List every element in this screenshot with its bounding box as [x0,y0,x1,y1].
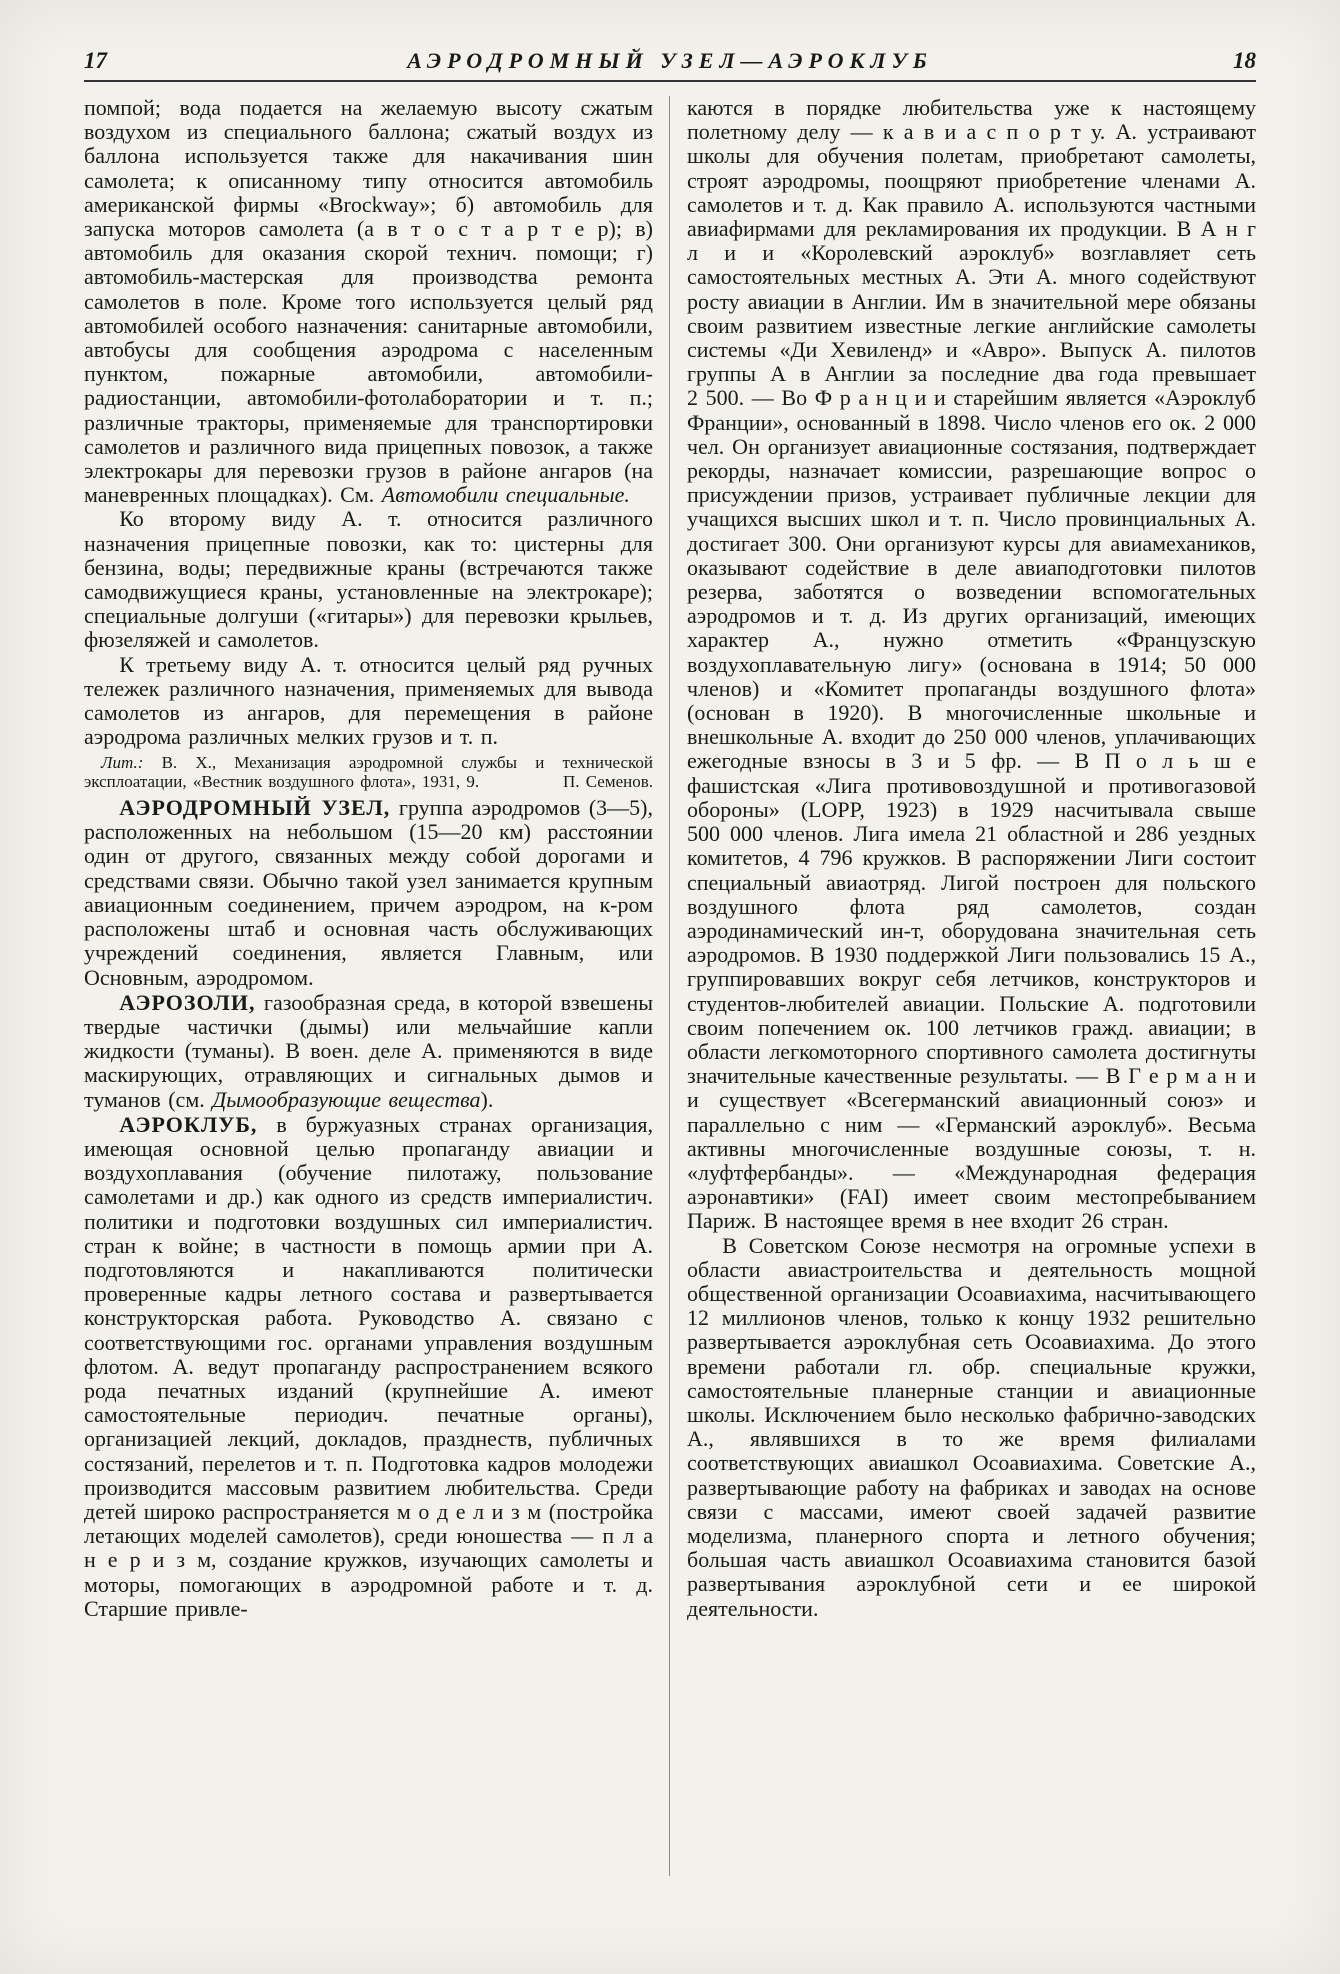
author-signature: П. Семенов. [562,772,653,792]
article-text: газообразная среда, в которой взвешены твердые частички (дымы) или мельчайшие капли жидкости (туманы). В воен. деле А. применяются в виде маскирующих, отравляющих и сигнальных дымов и туманов (см. [84,989,653,1112]
paragraph-soviet-union: В Советском Союзе несмотря на огромные успехи в области авиастроительства и деятельность мощной общественной организации Осоавиахима, насчитывающего 12 миллионов членов, только к концу 1932 решительно развертывается аэроклубная сеть Осоавиахима. До этого времени работали гл. обр. специальные кружки, самостоятельные планерные станции и авиационные школы. Исключением было несколько фабрично-заводских А., являвшихся в то же время филиалами соответствующих авиашкол Осоавиахима. Советские А., развертывающие работу на фабриках и заводах на основе связи с массами, имеют своей задачей развитие моделизма, планерного спорта и летного обучения; большая часть авиашкол Осоавиахима становится базой развертывания аэроклубной сети и ее широкой деятельности. [687,1232,1256,1621]
running-title: АЭРОДРОМНЫЙ УЗЕЛ—АЭРОКЛУБ [407,48,933,73]
article-text-tail: ). [480,1086,494,1112]
paragraph-text: помпой; вода подается на желаемую высоту сжатым воздухом из специального баллона; сжатый воздух из баллона используется также для накачивания шин самолета; к описанному типу относится автомобиль американской фирмы «Brockway»; б) автомобиль для запуска моторов самолета (а в т о с т а р т е р); в) автомобиль для оказания скорой технич. помощи; г) автомобиль-мастерская для производства ремонта самолетов в поле. Кроме того используется целый ряд автомобилей особого назначения: санитарные автомобили, автобусы для сообщения аэродрома с населенным пунктом, пожарные автомобили, автомобили-радиостанции, автомобили-фотолаборатории и т. п.; различные тракторы, применяемые для транспортировки самолетов и различного вида прицепных повозок, а также электрокары для перевозки грузов в районе ангаров (на маневренных площадках). См. [84,95,653,508]
headword: АЭРОДРОМНЫЙ УЗЕЛ, [119,795,391,821]
lit-text: В. Х., Механизация аэродромной службы и технической эксплоатации, «Вестник воздушного флота», 1931, 9. [84,754,653,792]
article-text: группа аэродромов (3—5), расположенных на небольшом (15—20 км) расстоянии один от другого, связанных между собой дорогами и средствами связи. Обычно такой узел занимается крупным авиационным соединением, причем аэродром, на к-ром расположены штаб и основная часть обслуживающих учреждений соединения, является Главным, или Основным, аэродромом. [84,795,654,990]
article-aerodromny-uzel [84,796,653,990]
headword: АЭРОЗОЛИ, [119,989,256,1015]
headword: АЭРОКЛУБ, [119,1111,258,1137]
page-number-left: 17 [84,48,107,73]
paragraph-continuation: каются в порядке любительства уже к настоящему полетному делу — к а в и а с п о р т у. А. устраивают школы для обучения полетам, приобретают самолеты, строят аэродромы, поощряют приобретение членами А. самолетов и т. д. Как правило А. используются частными авиафирмами для рекламирования их продукции. В А н г л и и «Королевский аэроклуб» возглавляет сеть самостоятельных местных А. Эти А. много содействуют росту авиации в Англии. Им в значительной мере обязаны своим развитием известные легкие английские самолеты системы «Ди Хевиленд» и «Авро». Выпуск А. пилотов группы А в Англии за последние два года превышает 2 500. — Во Ф р а н ц и и старейшим является «Аэроклуб Франции», основанный в 1898. Число членов его ок. 2 000 чел. Он организует авиационные состязания, подтверждает рекорды, назначает комиссии, разрешающие вопрос о присуждении призов, устраивает публичные лекции для учащихся высших школ и т. п. Число провинциальных А. достигает 300. Они организуют курсы для авиамехаников, оказывают содействие в деле авиаподготовки пилотов резерва, заботятся о возведении вспомогательных аэродромов и т. д. Из других организаций, имеющих характер А., нужно отметить «Французскую воздухоплавательную лигу» (основана в 1914; 50 000 членов) и «Комитет пропаганды воздушного флота» (основан в 1920). В многочисленные школьные и внешкольные А. входит до 250 000 членов, уплачивающих ежегодные взносы в 3 и 5 фр. — В П о л ь ш е фашистская «Лига противовоздушной и противогазовой обороны» (LOPP, 1923) в 1929 насчитывала свыше 500 000 членов. Лига имела 21 областной и 286 уездных комитетов, 4 796 кружков. В распоряжении Лиги состоит специальный авиаотряд. Лигой построен для польского воздушного флота ряд самолетов, создан аэродинамический ин-т, оборудована значительная сеть аэродромов. В 1930 поддержкой Лиги пользовались 15 А., группировавших вокруг себя летчиков, конструкторов и студентов-любителей авиации. Польские А. подготовили своим попечением ок. 100 летчиков гражд. авиации; в области легкомоторного спортивного самолета достигнуты значительные качественные результаты. — В Г е р м а н и и существует «Всегерманский авиационный союз» и параллельно с ним — «Германский аэроклуб». Весьма активны многочисленные воздушные союзы, т. н. «луфтфербанды». — «Международная федерация аэронавтики» (FAI) имеет своим местопребыванием Париж. В настоящее время в нее входит 26 стран. [687,95,1256,1234]
paragraph-continuation [84,96,653,507]
literature-note [84,754,653,792]
column-right [670,96,1256,1876]
cross-reference: Автомобили специальные. [381,482,630,508]
page-number-right: 18 [1233,48,1256,73]
paragraph-third-type: К третьему виду А. т. относится целый ряд ручных тележек различного назначения, применяемых для вывода самолетов из ангаров, для перемещения в районе аэродрома различных мелких грузов и т. п. [84,651,653,750]
article-text: в буржуазных странах организация, имеющая основной целью пропаганду авиации и воздухоплавания (обучение пилотажу, пользование самолетами и др.) как одного из средств империалистич. политики и подготовки воздушных сил империалистич. стран к войне; в частности в помощь армии при А. подготовляются и накапливаются политически проверенные кадры летного состава и развертывается конструкторская работа. Руководство А. связано с соответствующими гос. органами управления воздушным флотом. А. ведут пропаганду распространением всякого рода печатных изданий (крупнейшие А. имеют самостоятельные периодич. печатные органы), организацией лекций, докладов, празднеств, публичных состязаний, перелетов и т. п. Подготовка кадров молодежи производится массовым развитием любительства. Среди детей широко распространяется м о д е л и з м (постройка летающих моделей самолетов), среди юношества — п л а н е р и з м, создание кружков, изучающих самолеты и моторы, помогающих в аэродромной работе и т. д. Старшие привле- [84,1111,653,1621]
text-block [84,96,1256,1876]
running-head [84,48,1256,82]
cross-reference: Дымообразующие вещества [212,1086,481,1112]
lit-label: Лит.: [101,754,144,773]
article-aeroklub [84,1113,653,1621]
column-left [84,96,669,1876]
article-aerozoli [84,991,653,1112]
paragraph-second-type: Ко второму виду А. т. относится различного назначения прицепные повозки, как то: цистерны для бензина, воды; передвижные краны (встречаются также самодвижущиеся краны, установленные на электрокаре); специальные долгуши («гитары») для перевозки крыльев, фюзеляжей и самолетов. [84,506,653,653]
